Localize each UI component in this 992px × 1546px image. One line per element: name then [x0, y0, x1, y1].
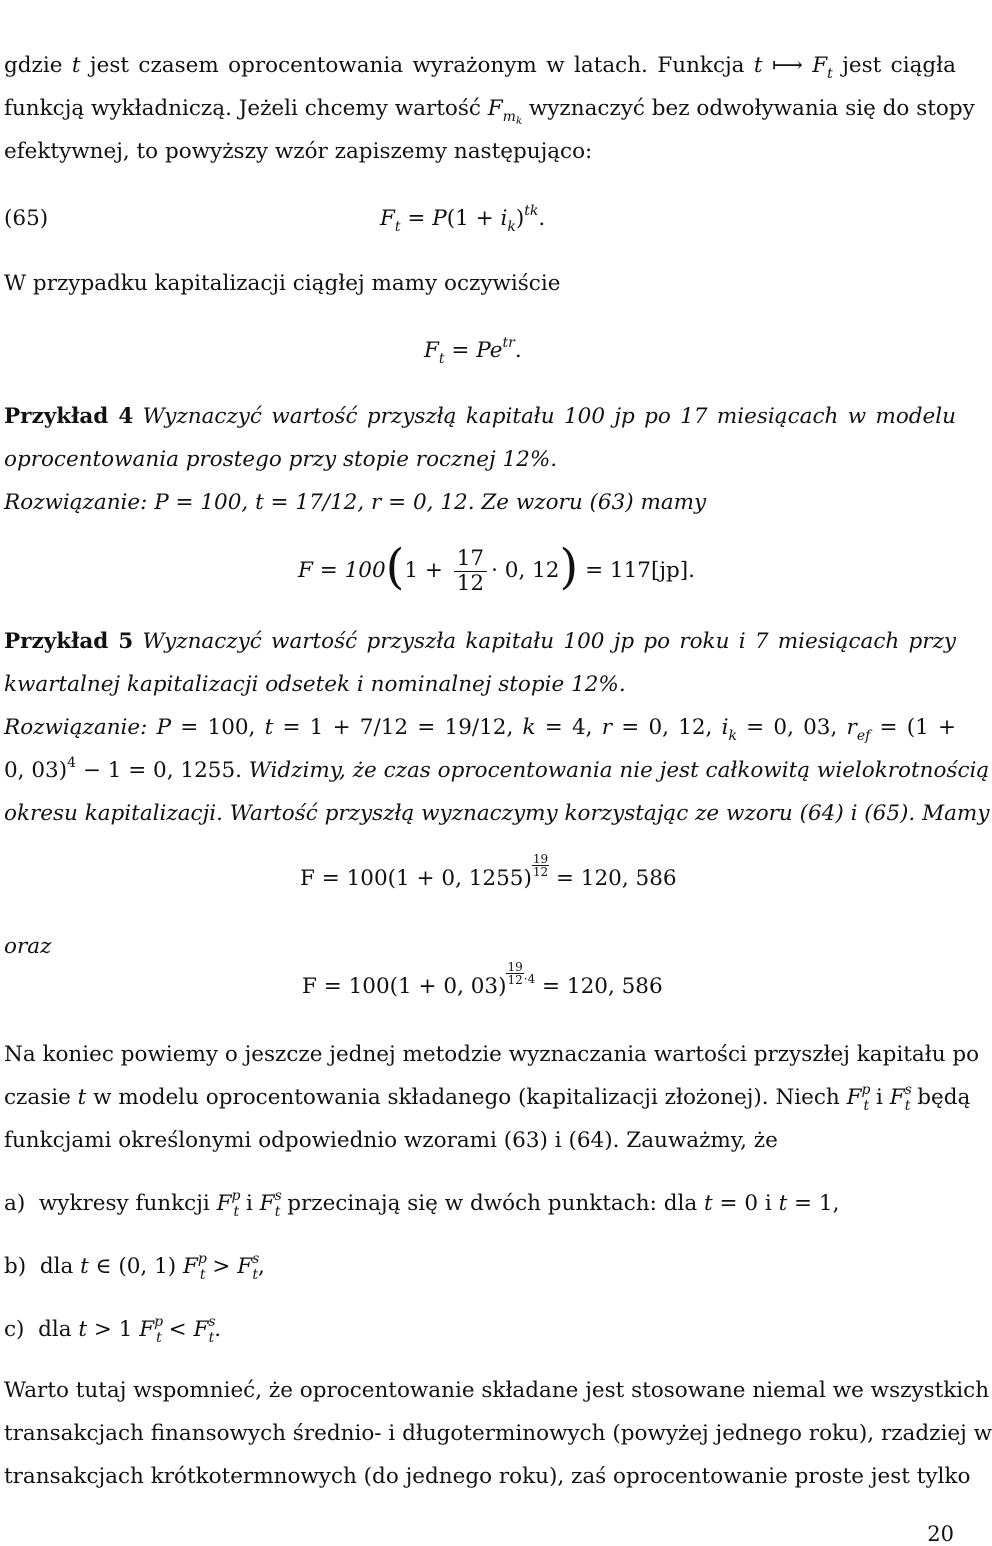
- para3-line3: transakcjach krótkotermnowych (do jednego roku), zaś oprocentowanie proste jest tylko: [4, 1464, 971, 1489]
- equation-label-65: (65): [4, 206, 49, 231]
- list-item-b: b) dla t ∈ (0, 1) $F^p_t > F^s_t$,: [4, 1251, 265, 1283]
- para1-line3: efektywnej, to powyższy wzór zapiszemy następująco:: [4, 139, 593, 164]
- example5-heading: Przykład 5: [4, 629, 134, 654]
- example5-equation1: F = 100(1 + 0, 1255) $\frac{19}{12}$ = 120, 586: [300, 852, 677, 891]
- example4-heading: Przykład 4: [4, 404, 134, 429]
- example5-equation2: F = 100(1 + 0, 03) $\frac{19}{12}$ $^{\cdot 4}$ = 120, 586: [302, 960, 663, 999]
- para1-line1: gdzie t jest czasem oprocentowania wyrażonym w latach. Funkcja t ⟼ $F_t$ jest ciągła: [4, 53, 956, 82]
- para3-line1: Warto tutaj wspomnieć, że oprocentowanie składane jest stosowane niemal we wszystkich: [4, 1378, 990, 1403]
- example5-solution-line3: okresu kapitalizacji. Wartość przyszłą wyznaczymy korzystając ze wzoru (64) i (65). Mamy: [4, 801, 990, 826]
- example4-equation: F = 100(1 + $\frac{17}{12}$ · 0, 12) = 117[jp].: [298, 539, 695, 596]
- example4-line1: Przykład 4 Wyznaczyć wartość przyszłą kapitału 100 jp po 17 miesiącach w modelu: [4, 404, 956, 429]
- para2-line2: czasie t w modelu oprocentowania składanego (kapitalizacji złożonej). Niech $F^p_t$ i $F^s_t$ będą: [4, 1082, 971, 1114]
- example5-line1: Przykład 5 Wyznaczyć wartość przyszła kapitału 100 jp po roku i 7 miesiącach przy: [4, 629, 956, 654]
- equation-65: $F_t = P(1 + i_k)^{tk}$.: [380, 203, 546, 235]
- para3-line2: transakcjach finansowych średnio- i długoterminowych (powyżej jednego roku), rzadziej w: [4, 1421, 992, 1446]
- example5-solution-line1: Rozwiązanie: P = 100, t = 1 + 7/12 = 19/12, k = 4, r = 0, 12, $i_k = 0$, 03, $r_{ef} = (1$ +: [4, 715, 957, 744]
- example5-line2: kwartalnej kapitalizacji odsetek i nominalnej stopie 12%.: [4, 672, 626, 697]
- continuous-cap-line: W przypadku kapitalizacji ciągłej mamy oczywiście: [4, 271, 561, 296]
- list-item-c: c) dla t > 1 $F^p_t < F^s_t$.: [4, 1314, 222, 1346]
- equation-continuous: $F_t = Pe^{tr}$.: [424, 335, 522, 367]
- para2-line1: Na koniec powiemy o jeszcze jednej metodzie wyznaczania wartości przyszłej kapitału po: [4, 1042, 980, 1067]
- example4-solution: Rozwiązanie: P = 100, t = 17/12, r = 0, 12. Ze wzoru (63) mamy: [4, 490, 707, 515]
- example4-line2: oprocentowania prostego przy stopie rocznej 12%.: [4, 447, 558, 472]
- fraction-17-12: $\frac{17}{12}$: [454, 547, 487, 596]
- page-number: 20: [927, 1522, 954, 1546]
- para2-line3: funkcjami określonymi odpowiednio wzorami (63) i (64). Zauważmy, że: [4, 1128, 778, 1153]
- list-item-a: a) wykresy funkcji $F^p_t$ i $F^s_t$ przecinają się w dwóch punktach: dla t = 0 i t = 1,: [4, 1188, 840, 1220]
- oraz-label: oraz: [4, 934, 52, 959]
- example5-solution-line2: 0, 03)$^4$ − 1 = 0, 1255. Widzimy, że czas oprocentowania nie jest całkowitą wielokrotnością: [4, 755, 990, 783]
- para1-line2: funkcją wykładniczą. Jeżeli chcemy wartość $F_{mk}$ wyznaczyć bez odwoływania się do stopy: [4, 96, 975, 127]
